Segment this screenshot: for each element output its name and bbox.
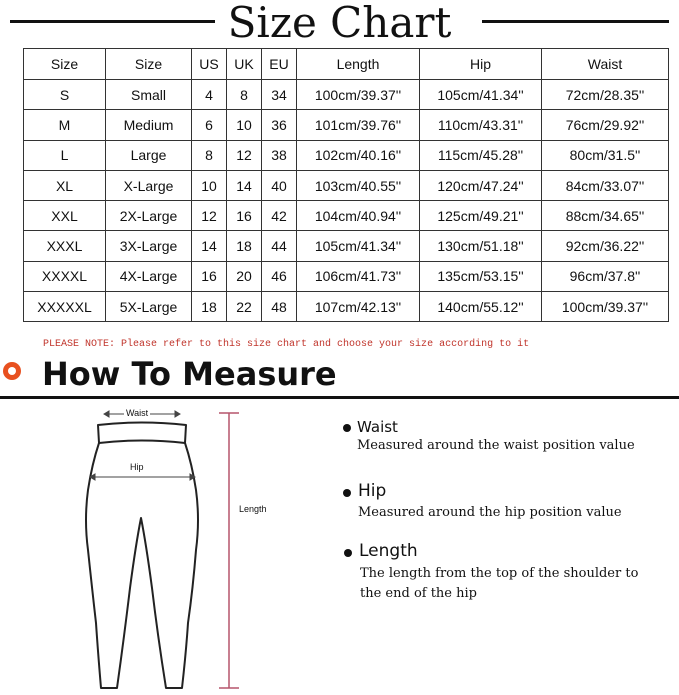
table-cell: XL xyxy=(24,170,106,200)
table-row xyxy=(24,261,669,291)
section-title: How To Measure xyxy=(42,355,337,393)
table-cell: 110cm/43.31'' xyxy=(420,110,542,140)
table-cell: 105cm/41.34'' xyxy=(420,80,542,110)
table-cell: 46 xyxy=(262,261,297,291)
ring-bullet-icon xyxy=(3,362,21,380)
table-cell: 42 xyxy=(262,201,297,231)
hip-bullet-icon xyxy=(343,489,351,497)
table-cell: 12 xyxy=(227,140,262,170)
table-cell: 12 xyxy=(192,201,227,231)
table-cell: M xyxy=(24,110,106,140)
table-cell: 125cm/49.21'' xyxy=(420,201,542,231)
table-cell: 72cm/28.35'' xyxy=(542,80,669,110)
hip-description: Measured around the hip position value xyxy=(358,505,622,520)
leggings-diagram xyxy=(0,398,330,695)
table-cell: 3X-Large xyxy=(106,231,192,261)
column-header: EU xyxy=(262,49,297,80)
hip-heading: Hip xyxy=(358,481,387,501)
size-note: PLEASE NOTE: Please refer to this size chart and choose your size according to it xyxy=(43,339,530,350)
waistband-outline xyxy=(98,423,186,444)
table-cell: 18 xyxy=(227,231,262,261)
table-cell: 115cm/45.28'' xyxy=(420,140,542,170)
length-heading: Length xyxy=(359,541,418,561)
title-rule-right xyxy=(482,20,669,23)
table-cell: 10 xyxy=(192,170,227,200)
table-cell: 104cm/40.94'' xyxy=(297,201,420,231)
table-cell: XXL xyxy=(24,201,106,231)
table-cell: 84cm/33.07'' xyxy=(542,170,669,200)
table-cell: XXXL xyxy=(24,231,106,261)
table-cell: 10 xyxy=(227,110,262,140)
hip-arrow xyxy=(90,474,195,480)
column-header: Waist xyxy=(542,49,669,80)
table-cell: 8 xyxy=(192,140,227,170)
table-cell: 5X-Large xyxy=(106,292,192,322)
table-row xyxy=(24,201,669,231)
waist-description: Measured around the waist position value xyxy=(357,438,635,453)
table-cell: 92cm/36.22'' xyxy=(542,231,669,261)
table-cell: 135cm/53.15'' xyxy=(420,261,542,291)
table-cell: 2X-Large xyxy=(106,201,192,231)
table-cell: 140cm/55.12'' xyxy=(420,292,542,322)
table-row xyxy=(24,231,669,261)
table-cell: 100cm/39.37'' xyxy=(542,292,669,322)
table-cell: 107cm/42.13'' xyxy=(297,292,420,322)
table-cell: 105cm/41.34'' xyxy=(297,231,420,261)
table-cell: 120cm/47.24'' xyxy=(420,170,542,200)
hip-diagram-label: Hip xyxy=(130,462,144,472)
table-cell: 106cm/41.73'' xyxy=(297,261,420,291)
length-diagram-label: Length xyxy=(239,504,267,514)
table-cell: S xyxy=(24,80,106,110)
table-cell: 16 xyxy=(192,261,227,291)
column-header: UK xyxy=(227,49,262,80)
table-cell: 103cm/40.55'' xyxy=(297,170,420,200)
table-cell: 16 xyxy=(227,201,262,231)
column-header: Length xyxy=(297,49,420,80)
leggings-outline xyxy=(86,443,198,688)
table-cell: 4X-Large xyxy=(106,261,192,291)
table-cell: Large xyxy=(106,140,192,170)
table-cell: 22 xyxy=(227,292,262,322)
table-cell: 14 xyxy=(227,170,262,200)
page-title: Size Chart xyxy=(227,0,452,47)
table-cell: 6 xyxy=(192,110,227,140)
column-header: Size xyxy=(106,49,192,80)
length-description-line-1: The length from the top of the shoulder to xyxy=(360,566,639,581)
table-cell: 100cm/39.37'' xyxy=(297,80,420,110)
column-header: Size xyxy=(24,49,106,80)
size-table xyxy=(23,48,669,322)
table-cell: 14 xyxy=(192,231,227,261)
table-cell: 36 xyxy=(262,110,297,140)
column-header: US xyxy=(192,49,227,80)
waist-heading: Waist xyxy=(357,418,398,436)
length-bullet-icon xyxy=(344,549,352,557)
table-cell: Medium xyxy=(106,110,192,140)
table-row xyxy=(24,140,669,170)
table-cell: 101cm/39.76'' xyxy=(297,110,420,140)
table-cell: 20 xyxy=(227,261,262,291)
table-cell: 130cm/51.18'' xyxy=(420,231,542,261)
table-cell: Small xyxy=(106,80,192,110)
table-cell: X-Large xyxy=(106,170,192,200)
table-cell: L xyxy=(24,140,106,170)
table-cell: 48 xyxy=(262,292,297,322)
length-description-line-2: the end of the hip xyxy=(360,586,477,601)
waist-bullet-icon xyxy=(343,424,351,432)
table-row xyxy=(24,170,669,200)
table-cell: 88cm/34.65'' xyxy=(542,201,669,231)
table-cell: 38 xyxy=(262,140,297,170)
table-row xyxy=(24,110,669,140)
table-row xyxy=(24,80,669,110)
table-cell: 8 xyxy=(227,80,262,110)
table-cell: 80cm/31.5'' xyxy=(542,140,669,170)
table-cell: 44 xyxy=(262,231,297,261)
table-cell: 76cm/29.92'' xyxy=(542,110,669,140)
table-row xyxy=(24,292,669,322)
table-cell: XXXXXL xyxy=(24,292,106,322)
table-cell: 34 xyxy=(262,80,297,110)
column-header: Hip xyxy=(420,49,542,80)
table-cell: 4 xyxy=(192,80,227,110)
waist-diagram-label: Waist xyxy=(126,408,149,418)
table-header-row xyxy=(24,49,669,80)
table-cell: XXXXL xyxy=(24,261,106,291)
table-cell: 40 xyxy=(262,170,297,200)
length-arrow xyxy=(219,413,239,688)
table-cell: 102cm/40.16'' xyxy=(297,140,420,170)
table-cell: 96cm/37.8'' xyxy=(542,261,669,291)
table-cell: 18 xyxy=(192,292,227,322)
